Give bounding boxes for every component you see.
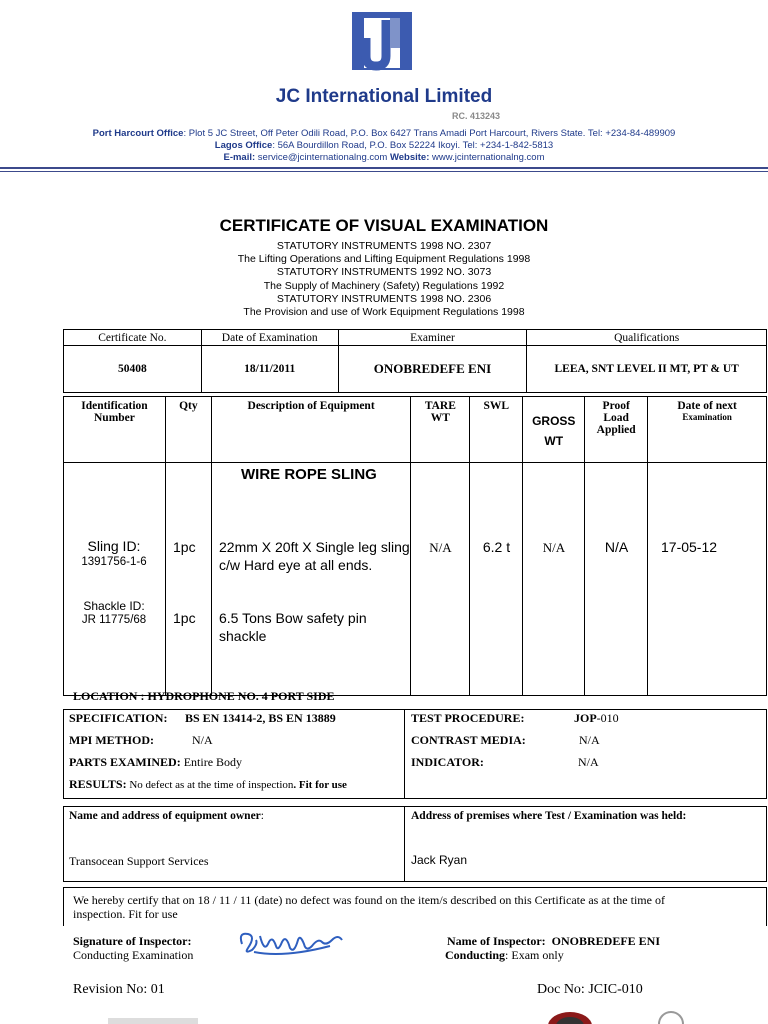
header-gross-wt: GROSS WT [523, 397, 585, 463]
shackle-id-label: Shackle ID: [83, 599, 145, 613]
gross-wt-value: N/A [542, 540, 566, 555]
statutory-line: The Lifting Operations and Lifting Equipment Regulations 1998 [237, 253, 531, 265]
parts-examined: PARTS EXAMINED: Entire Body [69, 755, 243, 769]
header-examiner: Examiner [338, 330, 527, 346]
owner-label: Name and address of equipment owner: [69, 810, 264, 822]
company-logo [346, 8, 418, 80]
header-identification-number: Identification Number [64, 397, 166, 463]
tare-wt-value: N/A [429, 540, 452, 555]
statutory-line: The Provision and use of Work Equipment Regulations 1998 [243, 306, 525, 318]
examiner-name: ONOBREDEFE ENI [338, 346, 527, 393]
contrast-media-label: CONTRAST MEDIA: [411, 733, 526, 747]
signature-label: Signature of Inspector: [73, 934, 192, 948]
owner-divider [404, 806, 405, 881]
swl-value: 6.2 t [482, 539, 511, 555]
header-certificate-no: Certificate No. [64, 330, 202, 346]
indicator-value: N/A [578, 755, 599, 769]
mpi-method-label: MPI METHOD: [69, 733, 154, 747]
footer-logo-right [656, 1008, 686, 1024]
contact-line: E-mail: service@jcinternationalng.com Website: www.jcinternationalng.com [223, 152, 545, 163]
owner-value: Transocean Support Services [69, 854, 209, 868]
header-divider [0, 167, 768, 169]
footer-logo-left [108, 1018, 198, 1024]
indicator-label: INDICATOR: [411, 755, 484, 769]
company-name: JC International Limited [275, 86, 493, 107]
header-date-of-next: Date of next Examination [648, 397, 767, 463]
port-harcourt-address: Port Harcourt Office: Plot 5 JC Street, Off Peter Odili Road, P.O. Box 6427 Trans Amadi Port Harcourt, Rivers State. Tel: +234-84-489909 [92, 128, 676, 139]
description-1: 22mm X 20ft X Single leg sling c/w Hard eye at all ends. [219, 539, 410, 573]
header-divider-thin [0, 171, 768, 172]
certificate-no: 50408 [64, 346, 202, 393]
test-procedure-label: TEST PROCEDURE: [411, 711, 525, 725]
lagos-address: Lagos Office: 56A Bourdillon Road, P.O. Box 52224 Ikoyi. Tel: +234-1-842-5813 [214, 140, 554, 151]
header-proof-load: Proof Load Applied [585, 397, 648, 463]
signature-sub: Conducting Examination [73, 948, 194, 962]
inspector-name-line: Name of Inspector: ONOBREDEFE ENI [447, 934, 661, 948]
certificate-title: CERTIFICATE OF VISUAL EXAMINATION [219, 216, 549, 235]
contrast-media-value: N/A [579, 733, 600, 747]
equipment-header-row [64, 397, 767, 463]
test-procedure-value: JOP-010 [574, 711, 619, 725]
shackle-id-value: JR 11775/68 [81, 614, 147, 626]
premises-label: Address of premises where Test / Examination was held: [411, 810, 687, 822]
qualifications: LEEA, SNT LEVEL II MT, PT & UT [527, 346, 767, 393]
header-date-of-examination: Date of Examination [201, 330, 338, 346]
statutory-line: The Supply of Machinery (Safety) Regulations 1992 [263, 280, 505, 292]
header-description: Description of Equipment [211, 397, 411, 463]
qty-2: 1pc [173, 610, 196, 626]
header-tare-wt: TARE WT [411, 397, 470, 463]
sling-id-label: Sling ID: [87, 538, 141, 554]
sling-id-value: 1391756-1-6 [81, 556, 147, 568]
certify-line-1: We hereby certify that on 18 / 11 / 11 (date) no defect was found on the item/s described on this Certificate as at the time of [73, 893, 665, 907]
header-qualifications: Qualifications [527, 330, 767, 346]
specifications-divider [404, 709, 405, 798]
inspector-signature [234, 922, 354, 962]
header-qty: Qty [165, 397, 211, 463]
statutory-line: STATUTORY INSTRUMENTS 1992 NO. 3073 [276, 266, 492, 278]
location: LOCATION : HYDROPHONE NO. 4 PORT SIDE [73, 689, 335, 703]
revision-number: Revision No: 01 [73, 982, 165, 997]
info-value-row [64, 346, 767, 393]
certificate-info-table [63, 329, 767, 393]
specification-value: BS EN 13414-2, BS EN 13889 [185, 711, 336, 725]
doc-number: Doc No: JCIC-010 [537, 982, 643, 997]
qty-1: 1pc [173, 539, 196, 555]
results: RESULTS: No defect as at the time of inspection. Fit for use [69, 777, 347, 791]
description-2: 6.5 Tons Bow safety pin shackle [219, 610, 367, 644]
statutory-line: STATUTORY INSTRUMENTS 1998 NO. 2306 [276, 293, 492, 305]
proof-load-value: N/A [604, 539, 629, 555]
rc-number: RC. 413243 [452, 111, 501, 121]
statutory-line: STATUTORY INSTRUMENTS 1998 NO. 2307 [276, 240, 492, 252]
mpi-method-value: N/A [192, 733, 213, 747]
info-header-row [64, 330, 767, 346]
next-examination-date: 17-05-12 [661, 539, 718, 555]
footer-logo-center [545, 1010, 595, 1024]
equipment-body-row [64, 463, 767, 696]
examination-date: 18/11/2011 [201, 346, 338, 393]
premises-value: Jack Ryan [411, 853, 468, 867]
specification-label: SPECIFICATION: [69, 711, 168, 725]
item-title: WIRE ROPE SLING [241, 466, 377, 483]
conducting-line: Conducting: Exam only [445, 948, 564, 962]
header-swl: SWL [470, 397, 523, 463]
certify-line-2: inspection. Fit for use [73, 907, 178, 921]
